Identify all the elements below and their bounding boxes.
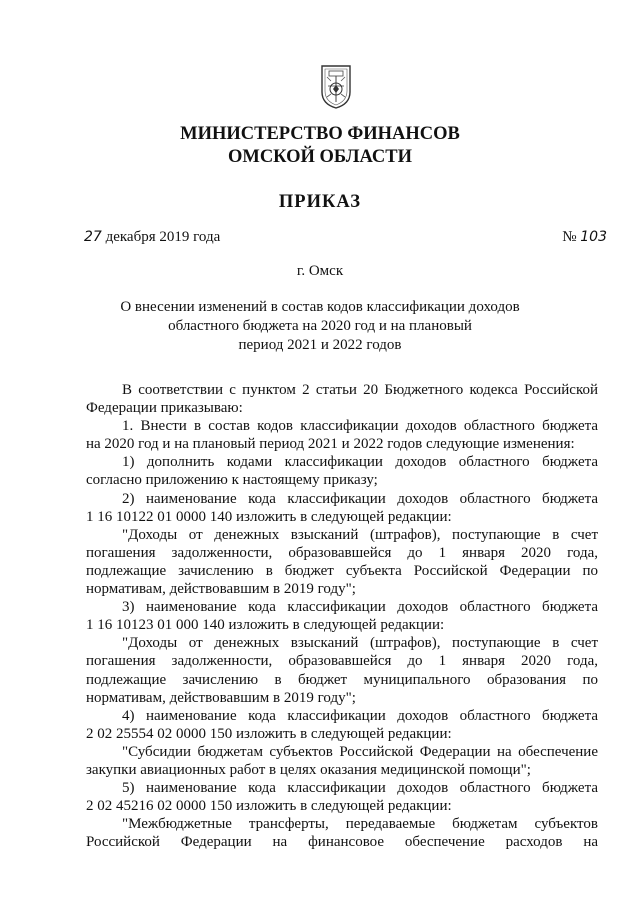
body-line: 1 16 10123 01 000 140 изложить в следующей редакции:: [86, 617, 445, 634]
body-line: Российской Федерации на финансовое обеспечение расходов на: [86, 834, 598, 851]
body-line: 2 02 25554 02 0000 150 изложить в следующей редакции:: [86, 725, 452, 742]
body-line: 1 16 10122 01 0000 140 изложить в следующей редакции:: [86, 508, 452, 525]
body-line: погашения задолженности, образовавшейся до 1 января 2020 года,: [86, 653, 598, 670]
subject-line: областного бюджета на 2020 год и на плановый: [168, 318, 472, 334]
ministry-name: [0, 123, 640, 169]
body-line: подлежащие зачислению в бюджет субъекта Российской Федерации по: [86, 562, 598, 579]
body-line: согласно приложению к настоящему приказу;: [86, 472, 378, 489]
ministry-line-1: МИНИСТЕРСТВО ФИНАНСОВ: [180, 124, 460, 144]
body-line: на 2020 год и на плановый период 2021 и 2022 годов следующие изменения:: [86, 436, 575, 453]
body-line: подлежащие зачислению в бюджет муниципального образования по: [86, 671, 598, 688]
body-line: 4) наименование кода классификации доходов областного бюджета: [122, 707, 598, 724]
order-body: [86, 381, 598, 851]
body-line: нормативам, действовавшим в 2019 году";: [86, 581, 356, 598]
body-line: "Доходы от денежных взысканий (штрафов), поступающие в счет: [122, 635, 598, 652]
body-line: "Межбюджетные трансферты, передаваемые бюджетам субъектов: [122, 816, 598, 833]
body-line: закупки авиационных работ в целях оказания медицинской помощи";: [86, 761, 531, 778]
order-subject: [0, 298, 640, 355]
order-date: [84, 229, 220, 246]
body-line: "Доходы от денежных взысканий (штрафов), поступающие в счет: [122, 526, 598, 543]
body-line: 3) наименование кода классификации доходов областного бюджета: [122, 599, 598, 616]
body-line: 5) наименование кода классификации доходов областного бюджета: [122, 780, 598, 797]
body-line: 2 02 45216 02 0000 150 изложить в следующей редакции:: [86, 798, 452, 815]
ministry-line-2: ОМСКОЙ ОБЛАСТИ: [227, 147, 413, 167]
body-line: "Субсидии бюджетам субъектов Российской Федерации на обеспечение: [122, 743, 598, 760]
date-rest: декабря 2019 года: [101, 229, 221, 245]
coat-of-arms-icon: [318, 62, 354, 110]
handwritten-day: 27: [84, 229, 102, 245]
body-line: 2) наименование кода классификации доходов областного бюджета: [122, 490, 598, 507]
body-line: 1. Внести в состав кодов классификации доходов областного бюджета: [122, 418, 598, 435]
body-line: погашения задолженности, образовавшейся до 1 января 2020 года,: [86, 544, 598, 561]
subject-line: О внесении изменений в состав кодов классификации доходов: [120, 299, 520, 315]
body-line: нормативам, действовавшим в 2019 году";: [86, 689, 356, 706]
city: г. Омск: [296, 263, 344, 279]
body-line: Федерации приказываю:: [86, 400, 243, 417]
body-line: В соответствии с пунктом 2 статьи 20 Бюджетного кодекса Российской: [122, 382, 598, 398]
number-prefix: №: [562, 229, 581, 245]
subject-line: период 2021 и 2022 годов: [238, 337, 402, 353]
handwritten-number: 103: [580, 229, 607, 245]
body-line: 1) дополнить кодами классификации доходов областного бюджета: [122, 454, 598, 471]
order-number: [562, 229, 607, 246]
order-title: ПРИКАЗ: [278, 192, 362, 212]
